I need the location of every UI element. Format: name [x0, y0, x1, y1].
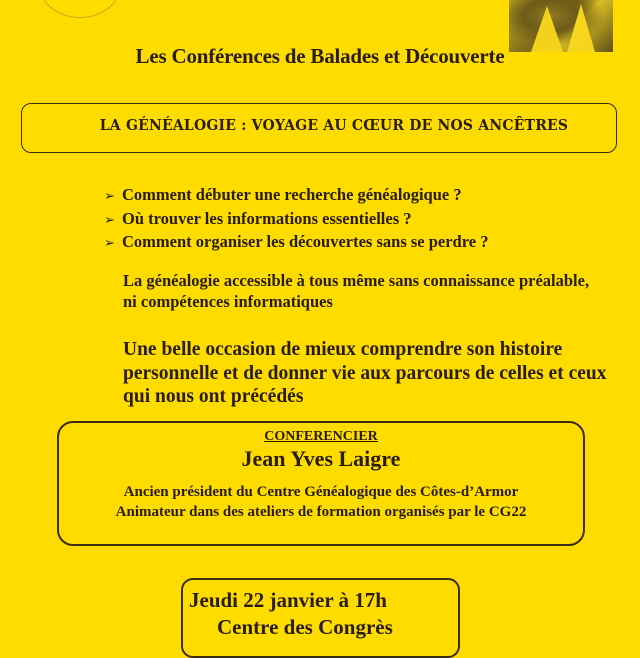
speaker-description-line: Animateur dans des ateliers de formation organisés par le CG22 [115, 504, 527, 520]
logo-seal [38, 0, 122, 18]
speaker-description [59, 482, 583, 522]
event-date: Jeudi 22 janvier à 17h [189, 588, 387, 612]
arrow-bullet-icon: ➢ [104, 236, 115, 251]
arrow-bullet-icon: ➢ [104, 212, 115, 228]
question-text: Comment organiser les découvertes sans se perdre ? [122, 232, 489, 251]
question-list [104, 184, 488, 255]
event-venue: Centre des Congrès [217, 615, 393, 639]
list-item [104, 184, 488, 208]
event-box [181, 578, 460, 658]
list-item [104, 208, 488, 232]
question-text: Comment débuter une recherche généalogique ? [122, 185, 462, 204]
page-title: Les Conférences de Balades et Découverte [135, 44, 505, 68]
speaker-name: Jean Yves Laigre [241, 446, 401, 471]
arrow-bullet-icon: ➢ [104, 189, 115, 204]
topic-title: LA GÉNÉALOGIE : VOYAGE AU CŒUR DE NOS ANCÊTRES [99, 117, 569, 135]
topic-box [21, 103, 617, 153]
list-item [104, 231, 488, 255]
accessibility-paragraph: La généalogie accessible à tous même sans connaissance préalable, ni compétences informatiques [123, 271, 590, 311]
speaker-label: CONFERENCIER [264, 429, 378, 444]
speaker-description-line: Ancien président du Centre Généalogique des Côtes-d’Armor [123, 484, 519, 500]
occasion-paragraph: Une belle occasion de mieux comprendre son histoire personnelle et de donner vie aux parcours de celles et ceux qui nous ont précédés [123, 339, 607, 407]
question-text: Où trouver les informations essentielles ? [122, 208, 412, 228]
speaker-box [57, 421, 585, 546]
